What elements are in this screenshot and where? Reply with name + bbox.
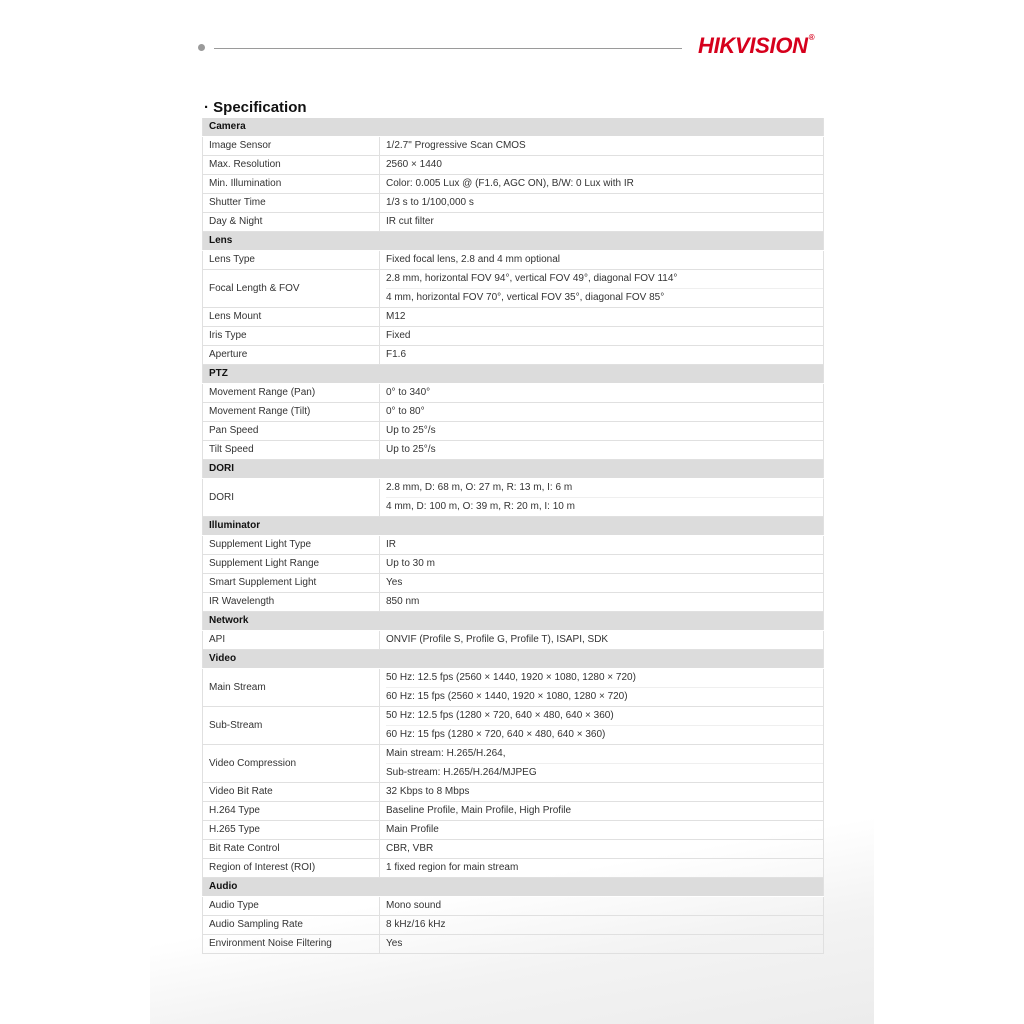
spec-row	[203, 745, 824, 783]
spec-row	[203, 555, 824, 574]
section-title: Illuminator	[203, 517, 824, 536]
spec-value	[380, 137, 824, 156]
spec-value-line: 1/3 s to 1/100,000 s	[386, 197, 474, 208]
spec-value	[380, 156, 824, 175]
section-header	[203, 460, 824, 479]
spec-label: Audio Sampling Rate	[203, 916, 380, 935]
spec-row	[203, 194, 824, 213]
spec-value-line: 50 Hz: 12.5 fps (2560 × 1440, 1920 × 1080, 1280 × 720)	[386, 669, 823, 688]
spec-value	[380, 270, 824, 308]
spec-value-line: F1.6	[386, 349, 407, 360]
spec-label: Iris Type	[203, 327, 380, 346]
spec-row	[203, 593, 824, 612]
spec-label: Audio Type	[203, 897, 380, 916]
spec-value-line: 0° to 340°	[386, 387, 431, 398]
spec-value-line: Fixed	[386, 330, 411, 341]
spec-row	[203, 422, 824, 441]
section-title: Video	[203, 650, 824, 669]
spec-value-line: Up to 25°/s	[386, 444, 436, 455]
spec-value	[380, 897, 824, 916]
spec-label: API	[203, 631, 380, 650]
spec-value	[380, 935, 824, 954]
spec-value-line: Up to 30 m	[386, 558, 435, 569]
spec-value	[380, 859, 824, 878]
spec-row	[203, 707, 824, 745]
spec-label: Supplement Light Type	[203, 536, 380, 555]
spec-value	[380, 707, 824, 745]
spec-label: Max. Resolution	[203, 156, 380, 175]
spec-value	[380, 422, 824, 441]
spec-label: Environment Noise Filtering	[203, 935, 380, 954]
spec-row	[203, 479, 824, 517]
spec-value-line: ONVIF (Profile S, Profile G, Profile T), ISAPI, SDK	[386, 634, 609, 645]
spec-value-line: Sub-stream: H.265/H.264/MJPEG	[386, 767, 537, 778]
section-title: PTZ	[203, 365, 824, 384]
spec-value	[380, 631, 824, 650]
spec-row	[203, 859, 824, 878]
spec-row	[203, 270, 824, 308]
section-title: Lens	[203, 232, 824, 251]
spec-row	[203, 384, 824, 403]
spec-row	[203, 536, 824, 555]
spec-label: Movement Range (Tilt)	[203, 403, 380, 422]
spec-value-line: 1/2.7" Progressive Scan CMOS	[386, 140, 526, 151]
spec-label: Min. Illumination	[203, 175, 380, 194]
spec-value-line: Mono sound	[386, 900, 442, 911]
spec-row	[203, 346, 824, 365]
spec-row	[203, 156, 824, 175]
spec-label: Region of Interest (ROI)	[203, 859, 380, 878]
specification-table	[202, 118, 824, 954]
section-header	[203, 878, 824, 897]
spec-value	[380, 669, 824, 707]
spec-value-line: Yes	[386, 577, 403, 588]
spec-value	[380, 783, 824, 802]
section-header	[203, 612, 824, 631]
spec-row	[203, 403, 824, 422]
spec-value	[380, 593, 824, 612]
spec-value	[380, 327, 824, 346]
spec-value-line: 50 Hz: 12.5 fps (1280 × 720, 640 × 480, 640 × 360)	[386, 707, 823, 726]
spec-row	[203, 802, 824, 821]
spec-label: Video Bit Rate	[203, 783, 380, 802]
spec-label: Tilt Speed	[203, 441, 380, 460]
spec-row	[203, 631, 824, 650]
spec-value	[380, 403, 824, 422]
spec-value-line: Main Profile	[386, 824, 439, 835]
spec-value-line: 4 mm, horizontal FOV 70°, vertical FOV 35°, diagonal FOV 85°	[386, 292, 665, 303]
spec-label: Shutter Time	[203, 194, 380, 213]
spec-value	[380, 555, 824, 574]
spec-row	[203, 935, 824, 954]
spec-value	[380, 346, 824, 365]
spec-value-line: 2560 × 1440	[386, 159, 442, 170]
spec-value-line: 850 nm	[386, 596, 420, 607]
spec-value-line: Color: 0.005 Lux @ (F1.6, AGC ON), B/W: 0 Lux with IR	[386, 178, 634, 189]
spec-label: Movement Range (Pan)	[203, 384, 380, 403]
spec-row	[203, 441, 824, 460]
spec-value	[380, 441, 824, 460]
spec-label: Bit Rate Control	[203, 840, 380, 859]
spec-value-line: IR	[386, 539, 396, 550]
spec-value	[380, 308, 824, 327]
spec-value-line: 2.8 mm, horizontal FOV 94°, vertical FOV 49°, diagonal FOV 114°	[386, 270, 823, 289]
spec-label: Main Stream	[203, 669, 380, 707]
spec-row	[203, 897, 824, 916]
section-title: Audio	[203, 878, 824, 897]
spec-label: Focal Length & FOV	[203, 270, 380, 308]
spec-row	[203, 175, 824, 194]
spec-value	[380, 802, 824, 821]
spec-row	[203, 840, 824, 859]
spec-value	[380, 251, 824, 270]
spec-value-line: Yes	[386, 938, 403, 949]
spec-row	[203, 669, 824, 707]
spec-value-line: 60 Hz: 15 fps (2560 × 1440, 1920 × 1080, 1280 × 720)	[386, 691, 628, 702]
page-title-text: Specification	[213, 99, 307, 116]
spec-value-line: 4 mm, D: 100 m, O: 39 m, R: 20 m, I: 10 m	[386, 501, 575, 512]
spec-row	[203, 251, 824, 270]
brand-logo: HIKVISION®	[698, 33, 815, 58]
section-header	[203, 118, 824, 137]
spec-value	[380, 916, 824, 935]
spec-value-line: Fixed focal lens, 2.8 and 4 mm optional	[386, 254, 560, 265]
spec-row	[203, 574, 824, 593]
spec-value-line: M12	[386, 311, 406, 322]
spec-value	[380, 574, 824, 593]
section-header	[203, 650, 824, 669]
spec-row	[203, 137, 824, 156]
spec-row	[203, 916, 824, 935]
spec-value	[380, 821, 824, 840]
spec-label: DORI	[203, 479, 380, 517]
spec-value-line: 2.8 mm, D: 68 m, O: 27 m, R: 13 m, I: 6 m	[386, 479, 823, 498]
spec-value-line: CBR, VBR	[386, 843, 434, 854]
spec-label: Lens Type	[203, 251, 380, 270]
spec-value-line: Main stream: H.265/H.264,	[386, 745, 823, 764]
spec-row	[203, 327, 824, 346]
spec-value-line: Up to 25°/s	[386, 425, 436, 436]
spec-label: Pan Speed	[203, 422, 380, 441]
spec-label: Image Sensor	[203, 137, 380, 156]
spec-label: Smart Supplement Light	[203, 574, 380, 593]
spec-value-line: 8 kHz/16 kHz	[386, 919, 446, 930]
spec-value	[380, 175, 824, 194]
spec-value	[380, 479, 824, 517]
spec-label: H.264 Type	[203, 802, 380, 821]
spec-row	[203, 821, 824, 840]
header-line	[214, 48, 682, 49]
section-header	[203, 365, 824, 384]
spec-value-line: Baseline Profile, Main Profile, High Profile	[386, 805, 572, 816]
spec-row	[203, 213, 824, 232]
spec-label: Video Compression	[203, 745, 380, 783]
spec-value-line: 32 Kbps to 8 Mbps	[386, 786, 470, 797]
bullet-dot-icon	[198, 44, 205, 51]
spec-value	[380, 384, 824, 403]
spec-value	[380, 840, 824, 859]
spec-value	[380, 745, 824, 783]
spec-value-line: 0° to 80°	[386, 406, 425, 417]
spec-value	[380, 536, 824, 555]
spec-label: Aperture	[203, 346, 380, 365]
page-title: · Specification	[204, 99, 307, 116]
section-title: Camera	[203, 118, 824, 137]
spec-label: Lens Mount	[203, 308, 380, 327]
spec-value-line: IR cut filter	[386, 216, 434, 227]
spec-label: IR Wavelength	[203, 593, 380, 612]
spec-value	[380, 213, 824, 232]
spec-label: Supplement Light Range	[203, 555, 380, 574]
section-header	[203, 232, 824, 251]
spec-label: H.265 Type	[203, 821, 380, 840]
spec-value-line: 60 Hz: 15 fps (1280 × 720, 640 × 480, 640 × 360)	[386, 729, 606, 740]
spec-row	[203, 308, 824, 327]
spec-label: Day & Night	[203, 213, 380, 232]
section-header	[203, 517, 824, 536]
section-title: DORI	[203, 460, 824, 479]
spec-row	[203, 783, 824, 802]
section-title: Network	[203, 612, 824, 631]
spec-value-line: 1 fixed region for main stream	[386, 862, 519, 873]
spec-value	[380, 194, 824, 213]
spec-label: Sub-Stream	[203, 707, 380, 745]
